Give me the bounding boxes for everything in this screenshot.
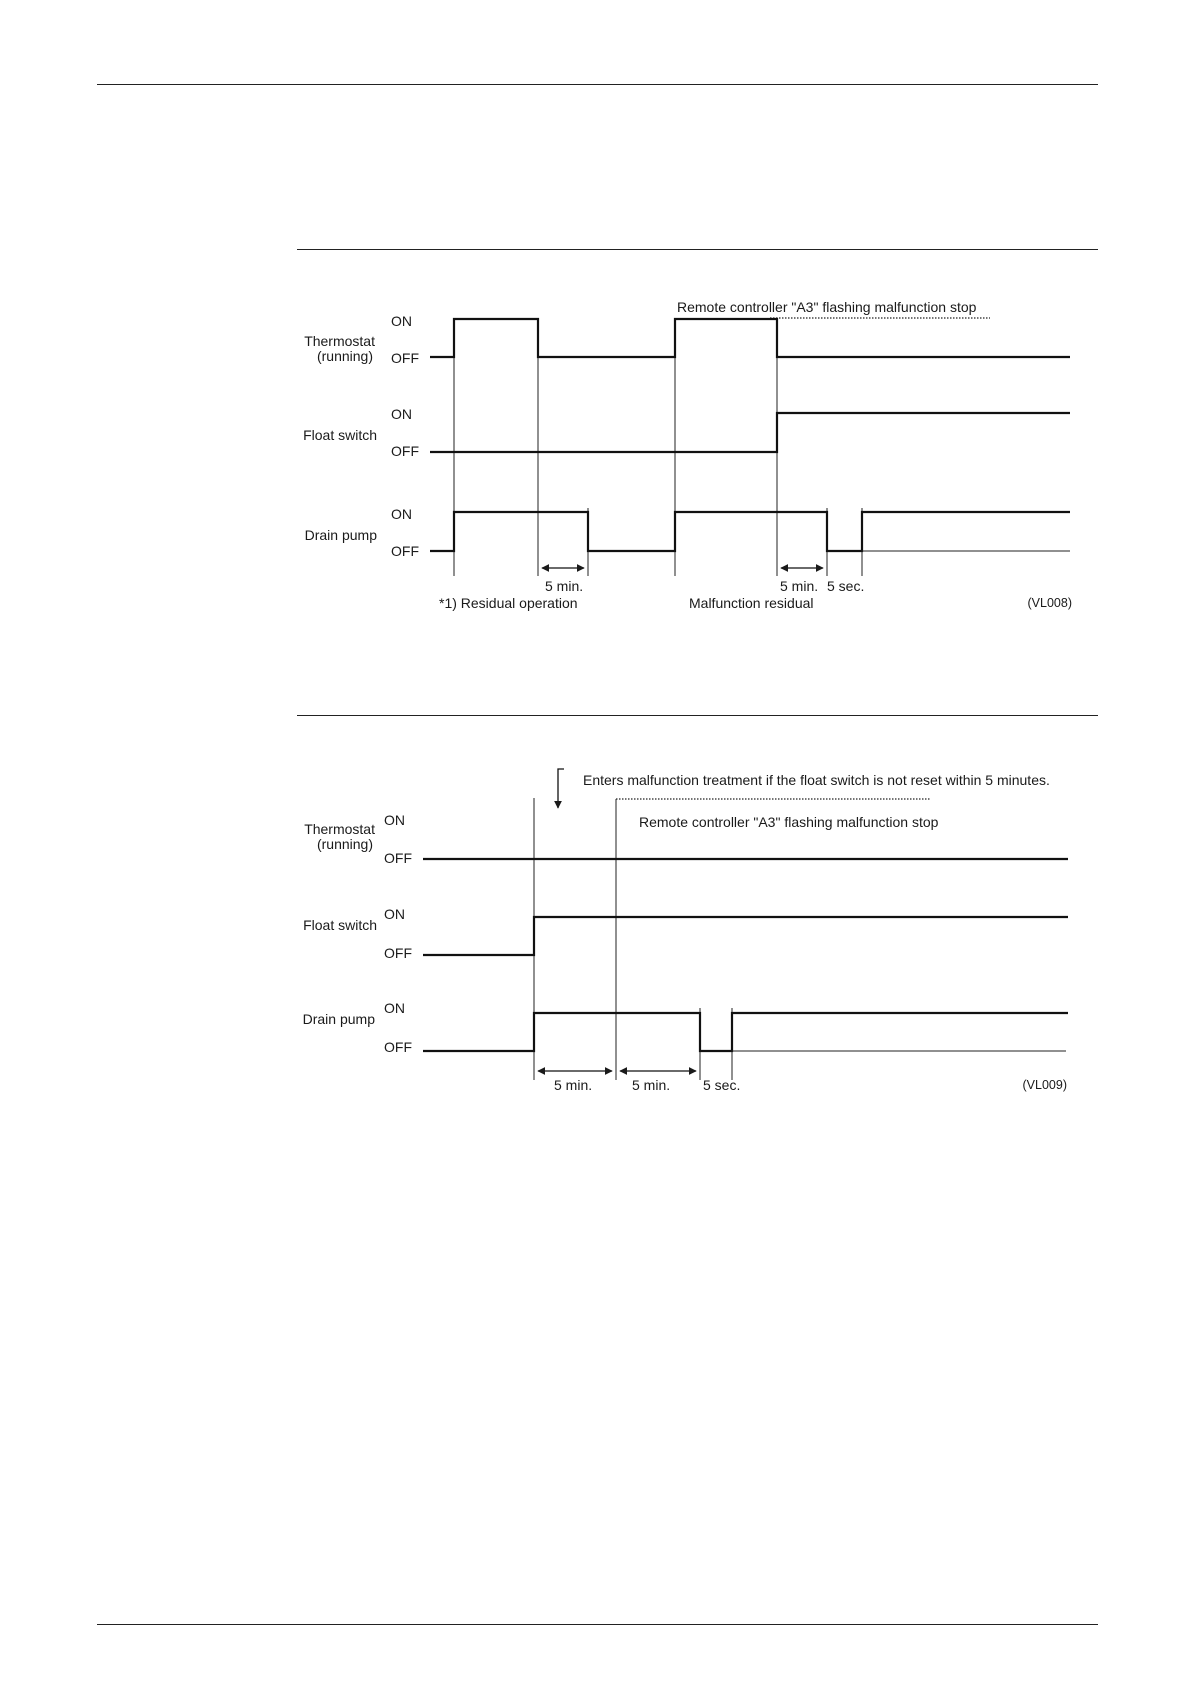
timing-diagram-2-svg [290,760,1090,1100]
diagram-code: (VL009) [1022,1078,1067,1092]
waveform-float-switch [430,413,1070,452]
interval-label: 5 min. [780,578,819,594]
off-label: OFF [384,945,412,961]
diagram-2-top-rule [297,715,1098,716]
off-label: OFF [391,443,419,459]
interval-label: 5 min. [554,1077,593,1093]
on-label: ON [384,812,405,828]
timing-diagram-2 [290,760,1090,1100]
signal-label-drain-pump: Drain pump [302,1011,375,1027]
timing-guides [534,798,732,1080]
waveform-drain-pump [430,512,1070,551]
diagram-code: (VL008) [1027,596,1072,610]
signal-label-float-switch: Float switch [303,917,377,933]
off-label: OFF [391,543,419,559]
timing-diagram-1 [290,290,1090,620]
on-label: ON [391,313,412,329]
timing-diagram-1-svg [290,290,1090,620]
waveform-drain-pump [423,1013,1068,1051]
signal-sublabel-thermostat: (running) [316,348,373,364]
callout-bracket [558,769,564,808]
signal-label-float-switch: Float switch [303,427,377,443]
signal-label-thermostat: Thermostat [304,821,375,837]
on-label: ON [391,406,412,422]
callout-text: Enters malfunction treatment if the float switch is not reset within 5 minutes. [583,772,1050,788]
waveform-float-switch [423,917,1068,955]
interval-label: 5 min. [545,578,584,594]
banner-text: Remote controller "A3" flashing malfunction stop [677,299,977,315]
note-residual-operation: *1) Residual operation [439,595,578,611]
on-label: ON [384,906,405,922]
banner-text: Remote controller "A3" flashing malfunction stop [639,814,939,830]
interval-label: 5 sec. [827,578,865,594]
on-label: ON [391,506,412,522]
interval-label: 5 sec. [703,1077,741,1093]
signal-sublabel-thermostat: (running) [316,836,373,852]
signal-label-drain-pump: Drain pump [304,527,377,543]
footer-rule [97,1624,1098,1625]
note-malfunction-residual: Malfunction residual [689,595,814,611]
signal-label-thermostat: Thermostat [304,333,375,349]
on-label: ON [384,1000,405,1016]
header-rule [97,84,1098,85]
off-label: OFF [384,1039,412,1055]
waveform-thermostat [430,319,1070,357]
off-label: OFF [384,850,412,866]
interval-label: 5 min. [632,1077,671,1093]
off-label: OFF [391,350,419,366]
diagram-1-top-rule [297,249,1098,250]
